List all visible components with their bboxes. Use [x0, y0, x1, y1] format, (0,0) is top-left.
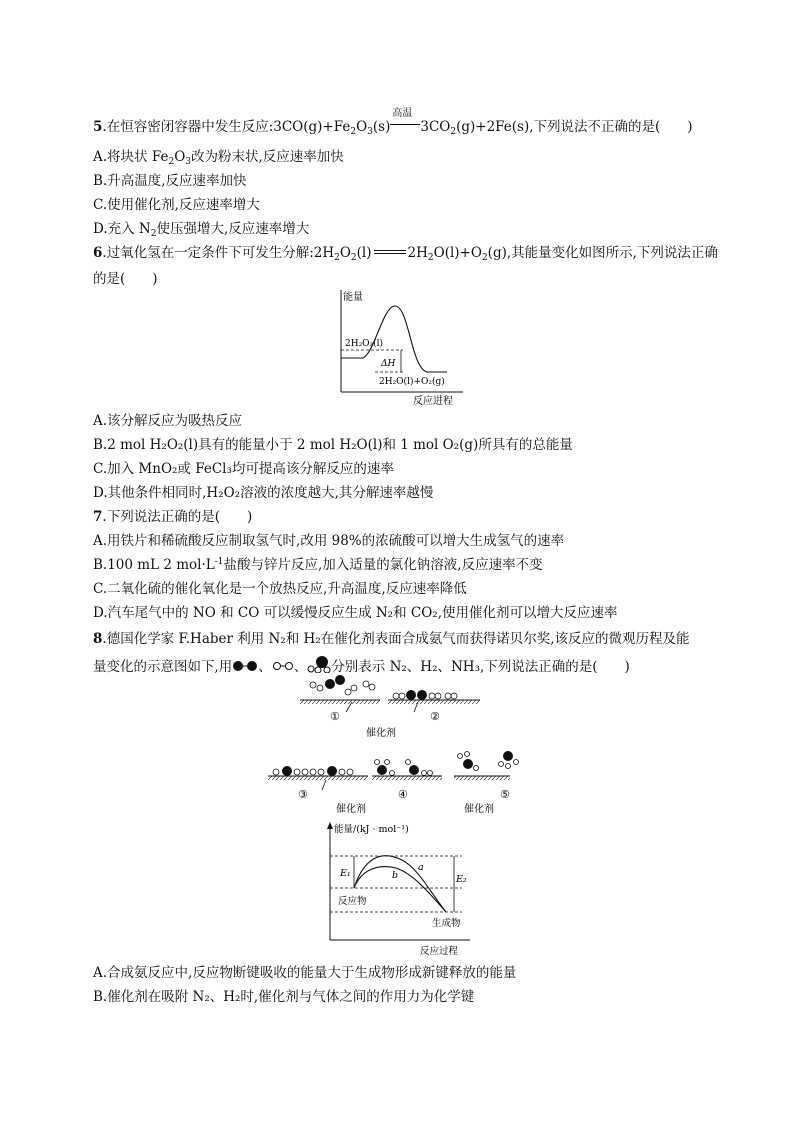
- q5-option-d[interactable]: D.充入 $N_2$使压强增大,反应速率增大: [93, 221, 310, 239]
- h2-molecule-icon: [272, 661, 294, 671]
- svg-text:反应过程: 反应过程: [420, 946, 459, 957]
- q6-stem-line1: 6.过氧化氢在一定条件下可发生分解$:2H_2O_2(l)$ $2H_2O(l)+O_2(g)$,其能量变化如图所示,下列说法正确: [93, 245, 718, 263]
- svg-text:E₂: E₂: [456, 874, 467, 885]
- q6-fig-reactant: 2H₂O₂(l): [345, 339, 384, 349]
- q7-number: 7: [93, 509, 103, 525]
- q8-energy-diagram: [322, 820, 482, 960]
- process-step-4: [372, 760, 442, 802]
- svg-text:①: ①: [330, 710, 340, 723]
- q8-option-a[interactable]: A.合成氨反应中,反应物断键吸收的能量大于生成物形成新键释放的能量: [93, 965, 517, 981]
- q5-number: 5: [93, 119, 103, 135]
- svg-text:⑤: ⑤: [500, 788, 510, 801]
- q5-stem: 5.在恒容密闭容器中发生反应$:3CO(g)+Fe_2O_3(s)$ 高温 $3CO_2(g)+2Fe(s)$,下列说法不正确的是( ): [93, 108, 693, 137]
- q6-fig-dh: ΔH: [381, 359, 396, 369]
- equation-sign: [374, 250, 406, 254]
- curve-a: [354, 856, 446, 912]
- q6-fig-product: 2H₂O(l)+O₂(g): [379, 377, 445, 387]
- nh3-molecule-icon: [307, 655, 331, 673]
- q6-fig-xlabel: 反应进程: [413, 396, 453, 407]
- svg-text:a: a: [418, 862, 424, 873]
- catalyst-label-1: 催化剂: [366, 728, 396, 739]
- q8-option-b[interactable]: B.催化剂在吸附 N₂、H₂时,催化剂与气体之间的作用力为化学键: [93, 989, 475, 1005]
- q7-option-c[interactable]: C.二氧化硫的催化氧化是一个放热反应,升高温度,反应速率降低: [93, 581, 467, 597]
- q8-process-diagram: [268, 672, 528, 822]
- reaction-condition-arrow: 高温: [390, 117, 420, 131]
- q8-fig-ylabel: 能量/(kJ · mol⁻¹): [334, 824, 409, 835]
- catalyst-label-3: 催化剂: [464, 804, 494, 815]
- q5-option-c[interactable]: C.使用催化剂,反应速率增大: [93, 197, 260, 213]
- process-step-5: [454, 751, 519, 801]
- svg-text:③: ③: [298, 788, 308, 801]
- q7-option-a[interactable]: A.用铁片和稀硫酸反应制取氢气时,改用 98%的浓硫酸可以增大生成氢气的速率: [93, 533, 565, 549]
- svg-text:④: ④: [398, 788, 408, 801]
- q6-stem-line2: 的是( ): [93, 271, 158, 287]
- q7-option-b[interactable]: B.100 mL 2 $mol\cdot L^{-1}$盐酸与锌片反应,加入适量的氯化钠溶液,反应速率不变: [93, 557, 543, 573]
- q7-stem: 7.下列说法正确的是( ): [93, 509, 253, 525]
- svg-text:b: b: [392, 870, 399, 881]
- catalyst-label-2: 催化剂: [336, 804, 366, 815]
- q5-option-a[interactable]: A.将块状 $Fe_2O_3$改为粉末状,反应速率加快: [93, 149, 344, 167]
- process-step-2: [388, 690, 480, 723]
- svg-text:生成物: 生成物: [432, 918, 461, 929]
- q6-option-a[interactable]: A.该分解反应为吸热反应: [93, 413, 243, 429]
- process-step-3: [268, 766, 368, 801]
- q6-option-b[interactable]: B.2 mol H₂O₂(l)具有的能量小于 2 mol H₂O(l)和 1 mol O₂(g)所具有的总能量: [93, 437, 573, 453]
- q5-option-b[interactable]: B.升高温度,反应速率加快: [93, 173, 247, 189]
- q6-option-d[interactable]: D.其他条件相同时,H₂O₂溶液的浓度越大,其分解速率越慢: [93, 485, 434, 501]
- process-step-1: [300, 675, 380, 723]
- q7-option-d[interactable]: D.汽车尾气中的 NO 和 CO 可以缓慢反应生成 N₂和 CO₂,使用催化剂可以增大反应速率: [93, 605, 618, 621]
- q6-energy-diagram: [335, 286, 465, 408]
- svg-text:②: ②: [430, 710, 440, 723]
- q8-stem-line1: 8.德国化学家 F.Haber 利用 N₂和 H₂在催化剂表面合成氨气而获得诺贝尔奖,该反应的微观历程及能: [93, 631, 690, 647]
- q8-stem-line2: 量变化的示意图如下,用 、 、 分别表示 N₂、H₂、NH₃,下列说法正确的是( ): [93, 655, 630, 676]
- q6-number: 6: [93, 245, 103, 261]
- n2-molecule-icon: [232, 660, 258, 672]
- q8-number: 8: [93, 631, 103, 647]
- svg-text:反应物: 反应物: [338, 896, 367, 907]
- q6-option-c[interactable]: C.加入 MnO₂或 FeCl₃均可提高该分解反应的速率: [93, 461, 394, 477]
- q6-fig-ylabel: 能量: [343, 292, 363, 303]
- curve-b: [354, 867, 446, 912]
- svg-text:E₁: E₁: [340, 868, 351, 879]
